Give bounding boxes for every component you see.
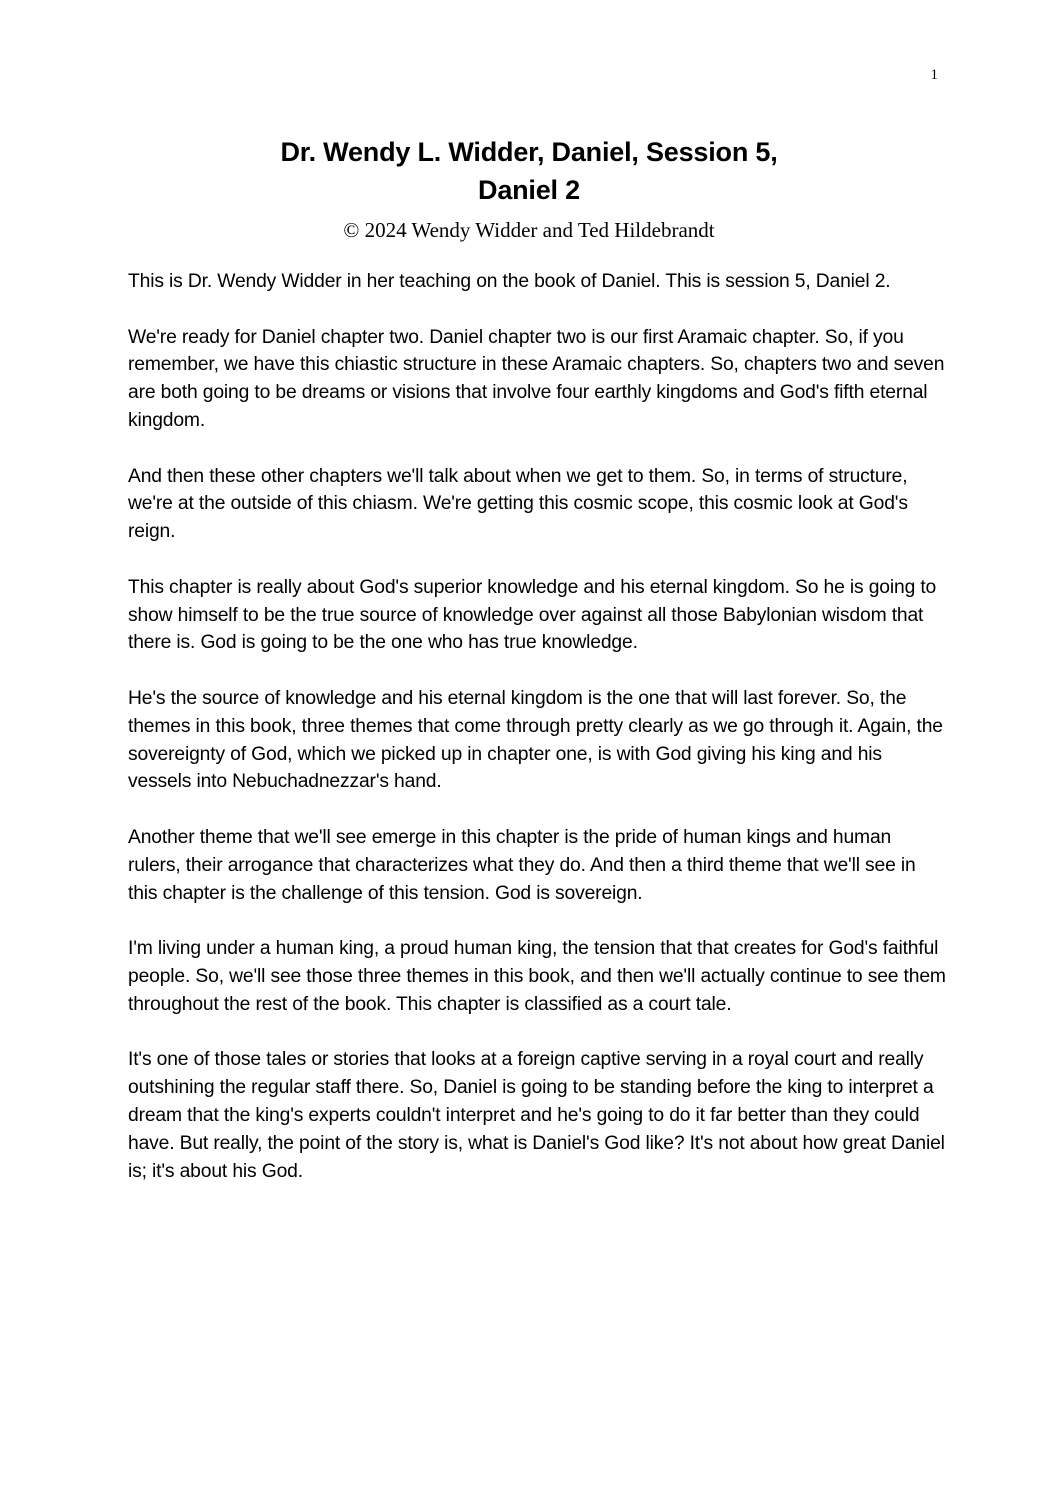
- page-number: 1: [930, 67, 938, 83]
- title-line-1: Dr. Wendy L. Widder, Daniel, Session 5,: [280, 137, 778, 167]
- document-title: [0, 133, 1058, 209]
- paragraph: This chapter is really about God's superior knowledge and his eternal kingdom. So he is going to show himself to be the true source of knowledge over against all those Babylonian wisdom that there is. God is going to be the one who has true knowledge.: [128, 576, 937, 654]
- paragraph: We're ready for Daniel chapter two. Daniel chapter two is our first Aramaic chapter. So, if you remember, we have this chiastic structure in these Aramaic chapters. So, chapters two and seven are both going to be dreams or visions that involve four earthly kingdoms and God's fifth eternal kingdom.: [128, 326, 945, 431]
- paragraph: And then these other chapters we'll talk about when we get to them. So, in terms of structure, we're at the outside of this chiasm. We're getting this cosmic scope, this cosmic look at God's reign.: [128, 465, 908, 543]
- paragraph: Another theme that we'll see emerge in this chapter is the pride of human kings and human rulers, their arrogance that characterizes what they do. And then a third theme that we'll see in this chapter is the challenge of this tension. God is sovereign.: [128, 826, 916, 904]
- paragraph: He's the source of knowledge and his eternal kingdom is the one that will last forever. So, the themes in this book, three themes that come through pretty clearly as we go through it. Again, the sovereignty of God, which we picked up in chapter one, is with God giving his king and his vessels into Nebuchadnezzar's hand.: [128, 687, 943, 793]
- copyright-line: © 2024 Wendy Widder and Ted Hildebrandt: [343, 218, 715, 242]
- document-body: [128, 268, 948, 1213]
- paragraph: I'm living under a human king, a proud human king, the tension that that creates for God's faithful people. So, we'll see those three themes in this book, and then we'll actually continue to see them throughout the rest of the book. This chapter is classified as a court tale.: [128, 938, 946, 1015]
- title-line-2: Daniel 2: [478, 175, 580, 205]
- paragraph: It's one of those tales or stories that looks at a foreign captive serving in a royal court and really outshining the regular staff there. So, Daniel is going to be standing before the king to interpret a dream that the king's experts couldn't interpret and he's going to do it far better than they could have. But really, the point of the story is, what is Daniel's God like? It's not about how great Daniel is; it's about his God.: [128, 1049, 945, 1182]
- paragraph: This is Dr. Wendy Widder in her teaching on the book of Daniel. This is session 5, Daniel 2.: [128, 271, 891, 292]
